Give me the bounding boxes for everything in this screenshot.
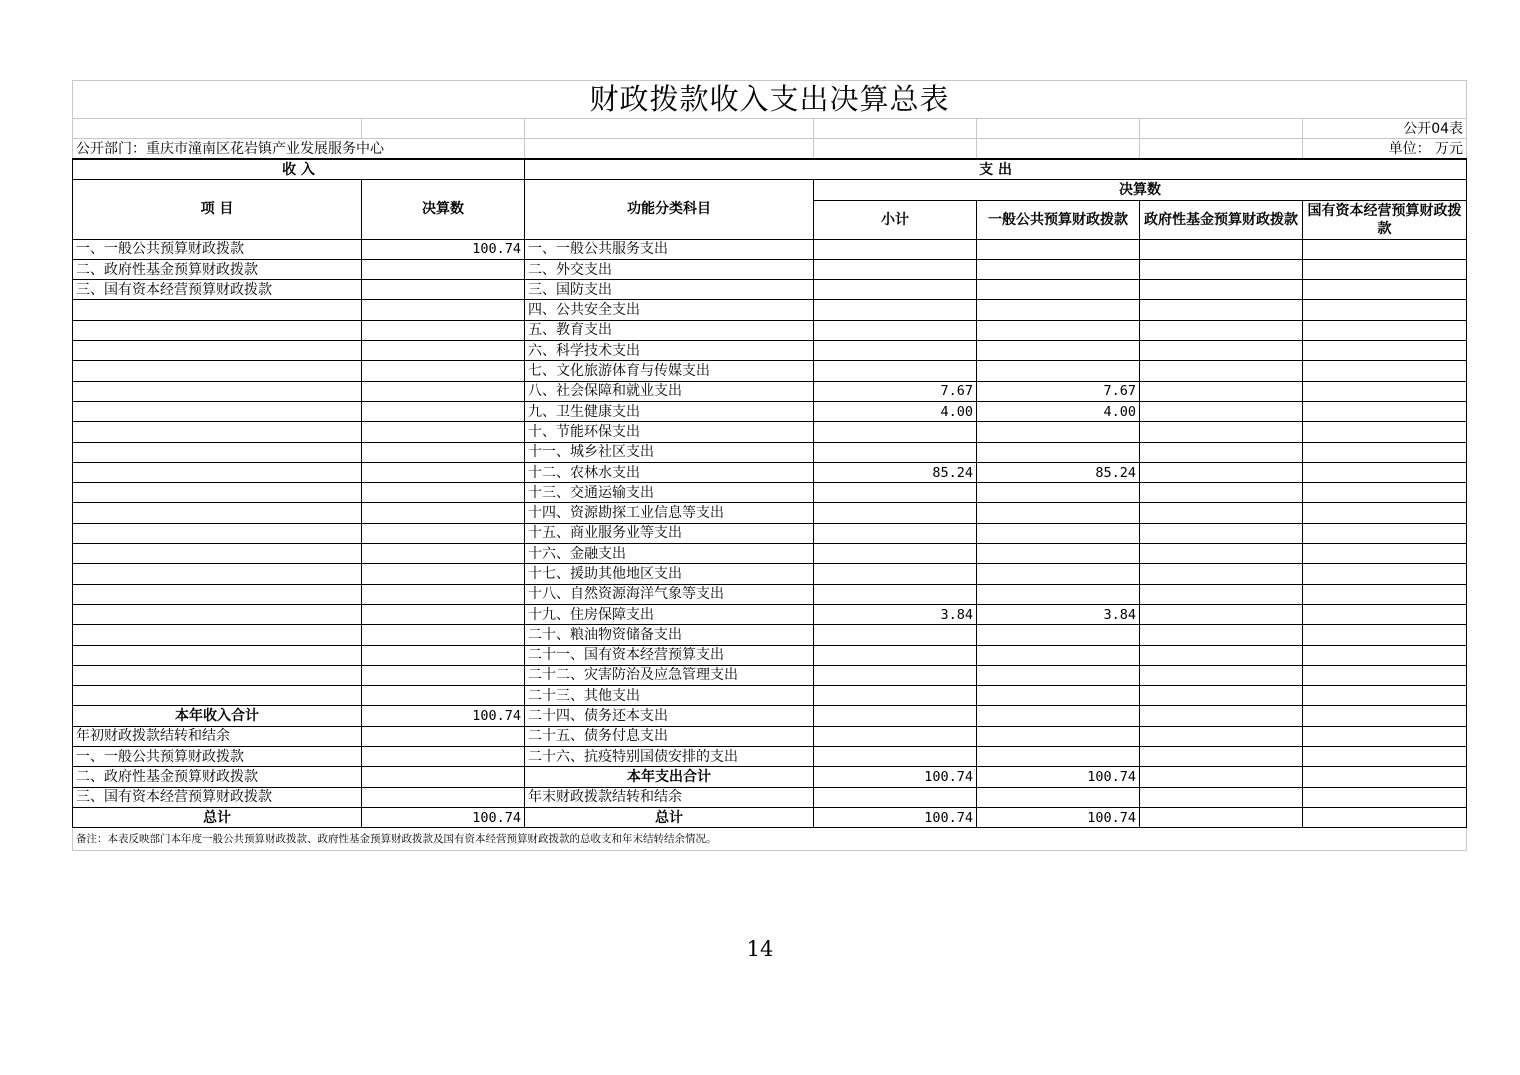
income-amount-cell: 100.74 — [362, 807, 525, 827]
gov-fund-cell — [1140, 503, 1303, 523]
income-amount-cell — [362, 381, 525, 401]
general-budget-cell — [977, 625, 1140, 645]
expense-category-cell: 七、文化旅游体育与传媒支出 — [525, 361, 814, 381]
income-item-cell: 三、国有资本经营预算财政拨款 — [73, 787, 362, 807]
table-row — [73, 767, 1467, 787]
subtotal-cell — [814, 442, 977, 462]
general-budget-cell: 4.00 — [977, 401, 1140, 421]
subtotal-cell: 85.24 — [814, 462, 977, 482]
page-number: 14 — [746, 937, 774, 961]
income-amount-cell — [362, 686, 525, 706]
general-budget-cell — [977, 361, 1140, 381]
expense-category-cell: 一、一般公共服务支出 — [525, 239, 814, 259]
state-capital-cell — [1303, 442, 1467, 462]
table-row — [73, 787, 1467, 807]
gov-fund-cell — [1140, 462, 1303, 482]
table-row — [73, 259, 1467, 279]
subtotal-cell — [814, 584, 977, 604]
table-row — [73, 280, 1467, 300]
income-amount-cell — [362, 401, 525, 421]
income-amount-cell — [362, 787, 525, 807]
income-amount-cell — [362, 300, 525, 320]
general-budget-cell — [977, 665, 1140, 685]
gov-fund-cell — [1140, 442, 1303, 462]
subtotal-cell — [814, 625, 977, 645]
gov-fund-cell — [1140, 483, 1303, 503]
income-item-cell — [73, 604, 362, 624]
expense-category-cell: 二、外交支出 — [525, 259, 814, 279]
table-row — [73, 686, 1467, 706]
expense-category-cell: 十三、交通运输支出 — [525, 483, 814, 503]
income-amount-cell — [362, 483, 525, 503]
table-row — [73, 239, 1467, 259]
expense-category-cell: 总计 — [525, 807, 814, 827]
income-item-cell — [73, 665, 362, 685]
gov-fund-cell — [1140, 381, 1303, 401]
general-budget-cell — [977, 787, 1140, 807]
table-row — [73, 341, 1467, 361]
state-capital-header: 国有资本经营预算财政拨款 — [1303, 200, 1467, 239]
expense-category-cell: 二十一、国有资本经营预算支出 — [525, 645, 814, 665]
table-row — [73, 462, 1467, 482]
state-capital-cell — [1303, 341, 1467, 361]
state-capital-cell — [1303, 665, 1467, 685]
gov-fund-cell — [1140, 747, 1303, 767]
state-capital-cell — [1303, 564, 1467, 584]
expense-category-cell: 二十六、抗疫特别国债安排的支出 — [525, 747, 814, 767]
expense-category-cell: 四、公共安全支出 — [525, 300, 814, 320]
gov-fund-cell — [1140, 726, 1303, 746]
subtotal-cell — [814, 523, 977, 543]
gov-fund-cell — [1140, 523, 1303, 543]
income-amount-cell — [362, 523, 525, 543]
subtotal-cell — [814, 239, 977, 259]
income-amount-cell — [362, 747, 525, 767]
income-item-cell — [73, 401, 362, 421]
income-item-cell — [73, 462, 362, 482]
general-budget-cell — [977, 584, 1140, 604]
state-capital-cell — [1303, 625, 1467, 645]
expense-category-cell: 二十、粮油物资储备支出 — [525, 625, 814, 645]
income-item-cell — [73, 564, 362, 584]
department-row — [73, 139, 1467, 160]
gov-fund-cell — [1140, 280, 1303, 300]
expense-category-cell: 二十二、灾害防治及应急管理支出 — [525, 665, 814, 685]
income-item-cell — [73, 483, 362, 503]
general-budget-cell: 100.74 — [977, 807, 1140, 827]
gov-fund-cell — [1140, 686, 1303, 706]
subtotal-cell — [814, 564, 977, 584]
expense-category-cell: 十九、住房保障支出 — [525, 604, 814, 624]
gov-fund-cell — [1140, 422, 1303, 442]
state-capital-cell — [1303, 787, 1467, 807]
income-amount-cell — [362, 503, 525, 523]
state-capital-cell — [1303, 604, 1467, 624]
state-capital-cell — [1303, 706, 1467, 726]
income-amount-cell — [362, 280, 525, 300]
expense-category-cell: 三、国防支出 — [525, 280, 814, 300]
expense-category-cell: 十六、金融支出 — [525, 544, 814, 564]
income-item-cell: 本年收入合计 — [73, 706, 362, 726]
subtotal-cell — [814, 686, 977, 706]
section-header-row — [73, 159, 1467, 180]
state-capital-cell — [1303, 483, 1467, 503]
settlement-group-header: 决算数 — [814, 180, 1467, 200]
expense-category-cell: 本年支出合计 — [525, 767, 814, 787]
income-item-cell — [73, 625, 362, 645]
income-amount-cell: 100.74 — [362, 706, 525, 726]
subtotal-cell — [814, 483, 977, 503]
gov-fund-cell — [1140, 807, 1303, 827]
income-item-cell — [73, 645, 362, 665]
title-row — [73, 81, 1467, 119]
state-capital-cell — [1303, 361, 1467, 381]
general-budget-cell — [977, 726, 1140, 746]
expense-category-cell: 十七、援助其他地区支出 — [525, 564, 814, 584]
subtotal-cell — [814, 665, 977, 685]
income-amount-cell — [362, 604, 525, 624]
gov-fund-cell — [1140, 300, 1303, 320]
expense-category-cell: 十、节能环保支出 — [525, 422, 814, 442]
expense-category-cell: 十一、城乡社区支出 — [525, 442, 814, 462]
subtotal-cell: 4.00 — [814, 401, 977, 421]
income-item-cell — [73, 544, 362, 564]
function-category-header: 功能分类科目 — [525, 180, 814, 239]
gov-fund-cell — [1140, 787, 1303, 807]
table-row — [73, 604, 1467, 624]
table-row — [73, 361, 1467, 381]
table-row — [73, 564, 1467, 584]
income-amount-cell — [362, 625, 525, 645]
state-capital-cell — [1303, 300, 1467, 320]
state-capital-cell — [1303, 747, 1467, 767]
table-row — [73, 503, 1467, 523]
final-accounts-table — [72, 80, 1467, 851]
subtotal-cell — [814, 747, 977, 767]
gov-fund-cell — [1140, 239, 1303, 259]
income-amount-cell — [362, 726, 525, 746]
table-note: 备注：本表反映部门本年度一般公共预算财政拨款、政府性基金预算财政拨款及国有资本经营预算财政拨款的总收支和年末结转结余情况。 — [73, 828, 1467, 851]
state-capital-cell — [1303, 523, 1467, 543]
expense-category-cell: 九、卫生健康支出 — [525, 401, 814, 421]
income-amount-cell — [362, 544, 525, 564]
table-row — [73, 706, 1467, 726]
income-item-cell: 三、国有资本经营预算财政拨款 — [73, 280, 362, 300]
general-budget-cell — [977, 564, 1140, 584]
general-budget-cell — [977, 280, 1140, 300]
table-row — [73, 442, 1467, 462]
subtotal-cell: 100.74 — [814, 807, 977, 827]
item-header: 项 目 — [73, 180, 362, 239]
expense-category-cell: 十四、资源勘探工业信息等支出 — [525, 503, 814, 523]
table-row — [73, 401, 1467, 421]
general-budget-cell: 7.67 — [977, 381, 1140, 401]
income-header: 收 入 — [73, 159, 525, 180]
gov-fund-cell — [1140, 584, 1303, 604]
income-item-cell: 二、政府性基金预算财政拨款 — [73, 767, 362, 787]
column-header-row-1 — [73, 180, 1467, 200]
income-item-cell — [73, 584, 362, 604]
income-amount-cell — [362, 442, 525, 462]
general-budget-cell — [977, 341, 1140, 361]
general-budget-cell — [977, 706, 1140, 726]
gov-fund-cell — [1140, 564, 1303, 584]
expense-category-cell: 二十四、债务还本支出 — [525, 706, 814, 726]
income-item-cell — [73, 442, 362, 462]
table-row — [73, 726, 1467, 746]
subtotal-cell — [814, 645, 977, 665]
gov-fund-cell — [1140, 401, 1303, 421]
general-budget-cell — [977, 442, 1140, 462]
income-amount-cell — [362, 320, 525, 340]
expense-category-cell: 十五、商业服务业等支出 — [525, 523, 814, 543]
table-row — [73, 381, 1467, 401]
gov-fund-cell — [1140, 341, 1303, 361]
income-item-cell: 一、一般公共预算财政拨款 — [73, 239, 362, 259]
general-budget-cell: 100.74 — [977, 767, 1140, 787]
expense-category-cell: 二十五、债务付息支出 — [525, 726, 814, 746]
state-capital-cell — [1303, 422, 1467, 442]
expense-category-cell: 六、科学技术支出 — [525, 341, 814, 361]
income-item-cell — [73, 686, 362, 706]
income-amount-cell — [362, 584, 525, 604]
table-row — [73, 747, 1467, 767]
income-item-cell — [73, 300, 362, 320]
gov-fund-cell — [1140, 361, 1303, 381]
income-item-cell: 年初财政拨款结转和结余 — [73, 726, 362, 746]
table-row — [73, 320, 1467, 340]
income-item-cell — [73, 320, 362, 340]
subtotal-header: 小计 — [814, 200, 977, 239]
subtotal-cell — [814, 726, 977, 746]
state-capital-cell — [1303, 401, 1467, 421]
income-item-cell — [73, 381, 362, 401]
general-budget-cell — [977, 544, 1140, 564]
table-row — [73, 422, 1467, 442]
table-title: 财政拨款收入支出决算总表 — [73, 81, 1467, 119]
general-budget-cell — [977, 503, 1140, 523]
gov-fund-cell — [1140, 767, 1303, 787]
income-item-cell: 二、政府性基金预算财政拨款 — [73, 259, 362, 279]
income-amount-cell — [362, 564, 525, 584]
income-item-cell — [73, 422, 362, 442]
general-budget-cell — [977, 300, 1140, 320]
expense-category-cell: 年末财政拨款结转和结余 — [525, 787, 814, 807]
general-budget-cell — [977, 239, 1140, 259]
state-capital-cell — [1303, 807, 1467, 827]
general-budget-cell — [977, 645, 1140, 665]
table-row — [73, 807, 1467, 827]
income-item-cell: 一、一般公共预算财政拨款 — [73, 747, 362, 767]
subtotal-cell — [814, 706, 977, 726]
department-label: 公开部门：重庆市潼南区花岩镇产业发展服务中心 — [73, 139, 525, 160]
general-budget-cell — [977, 747, 1140, 767]
general-budget-cell — [977, 686, 1140, 706]
general-budget-cell — [977, 483, 1140, 503]
income-amount-cell — [362, 361, 525, 381]
note-row — [73, 828, 1467, 851]
gov-fund-cell — [1140, 320, 1303, 340]
expense-category-cell: 十八、自然资源海洋气象等支出 — [525, 584, 814, 604]
table-row — [73, 665, 1467, 685]
state-capital-cell — [1303, 239, 1467, 259]
income-amount-cell — [362, 665, 525, 685]
table-row — [73, 483, 1467, 503]
subtotal-cell — [814, 320, 977, 340]
state-capital-cell — [1303, 381, 1467, 401]
gov-fund-cell — [1140, 544, 1303, 564]
gov-fund-cell — [1140, 706, 1303, 726]
income-item-cell — [73, 341, 362, 361]
expense-category-cell: 十二、农林水支出 — [525, 462, 814, 482]
income-amount-cell — [362, 767, 525, 787]
expense-category-cell: 五、教育支出 — [525, 320, 814, 340]
state-capital-cell — [1303, 259, 1467, 279]
table-row — [73, 523, 1467, 543]
subtotal-cell — [814, 341, 977, 361]
subtotal-cell — [814, 259, 977, 279]
state-capital-cell — [1303, 462, 1467, 482]
gov-fund-cell — [1140, 604, 1303, 624]
state-capital-cell — [1303, 320, 1467, 340]
income-item-cell — [73, 503, 362, 523]
general-budget-cell — [977, 422, 1140, 442]
table-row — [73, 544, 1467, 564]
subtotal-cell — [814, 503, 977, 523]
income-item-cell: 总计 — [73, 807, 362, 827]
income-item-cell — [73, 523, 362, 543]
subtotal-cell: 7.67 — [814, 381, 977, 401]
income-amount-cell — [362, 259, 525, 279]
general-budget-header: 一般公共预算财政拨款 — [977, 200, 1140, 239]
table-row — [73, 584, 1467, 604]
subtotal-cell — [814, 787, 977, 807]
state-capital-cell — [1303, 544, 1467, 564]
gov-fund-cell — [1140, 625, 1303, 645]
general-budget-cell — [977, 259, 1140, 279]
expense-header: 支 出 — [525, 159, 1467, 180]
state-capital-cell — [1303, 280, 1467, 300]
table-row — [73, 300, 1467, 320]
state-capital-cell — [1303, 503, 1467, 523]
general-budget-cell: 85.24 — [977, 462, 1140, 482]
expense-category-cell: 二十三、其他支出 — [525, 686, 814, 706]
unit-label: 单位： 万元 — [1303, 139, 1467, 160]
table-row — [73, 645, 1467, 665]
gov-fund-cell — [1140, 665, 1303, 685]
income-amount-cell — [362, 341, 525, 361]
state-capital-cell — [1303, 645, 1467, 665]
general-budget-cell — [977, 523, 1140, 543]
state-capital-cell — [1303, 767, 1467, 787]
table-row — [73, 625, 1467, 645]
gov-fund-cell — [1140, 645, 1303, 665]
state-capital-cell — [1303, 726, 1467, 746]
subtotal-cell — [814, 361, 977, 381]
settlement-header: 决算数 — [362, 180, 525, 239]
state-capital-cell — [1303, 584, 1467, 604]
income-amount-cell: 100.74 — [362, 239, 525, 259]
subtotal-cell — [814, 422, 977, 442]
general-budget-cell: 3.84 — [977, 604, 1140, 624]
income-amount-cell — [362, 422, 525, 442]
subtotal-cell — [814, 300, 977, 320]
income-amount-cell — [362, 645, 525, 665]
form-code: 公开04表 — [1303, 119, 1467, 139]
income-item-cell — [73, 361, 362, 381]
general-budget-cell — [977, 320, 1140, 340]
income-amount-cell — [362, 462, 525, 482]
gov-fund-cell — [1140, 259, 1303, 279]
subtotal-cell — [814, 280, 977, 300]
subtotal-cell — [814, 544, 977, 564]
expense-category-cell: 八、社会保障和就业支出 — [525, 381, 814, 401]
subtotal-cell: 100.74 — [814, 767, 977, 787]
state-capital-cell — [1303, 686, 1467, 706]
subtotal-cell: 3.84 — [814, 604, 977, 624]
form-code-row — [73, 119, 1467, 139]
gov-fund-header: 政府性基金预算财政拨款 — [1140, 200, 1303, 239]
